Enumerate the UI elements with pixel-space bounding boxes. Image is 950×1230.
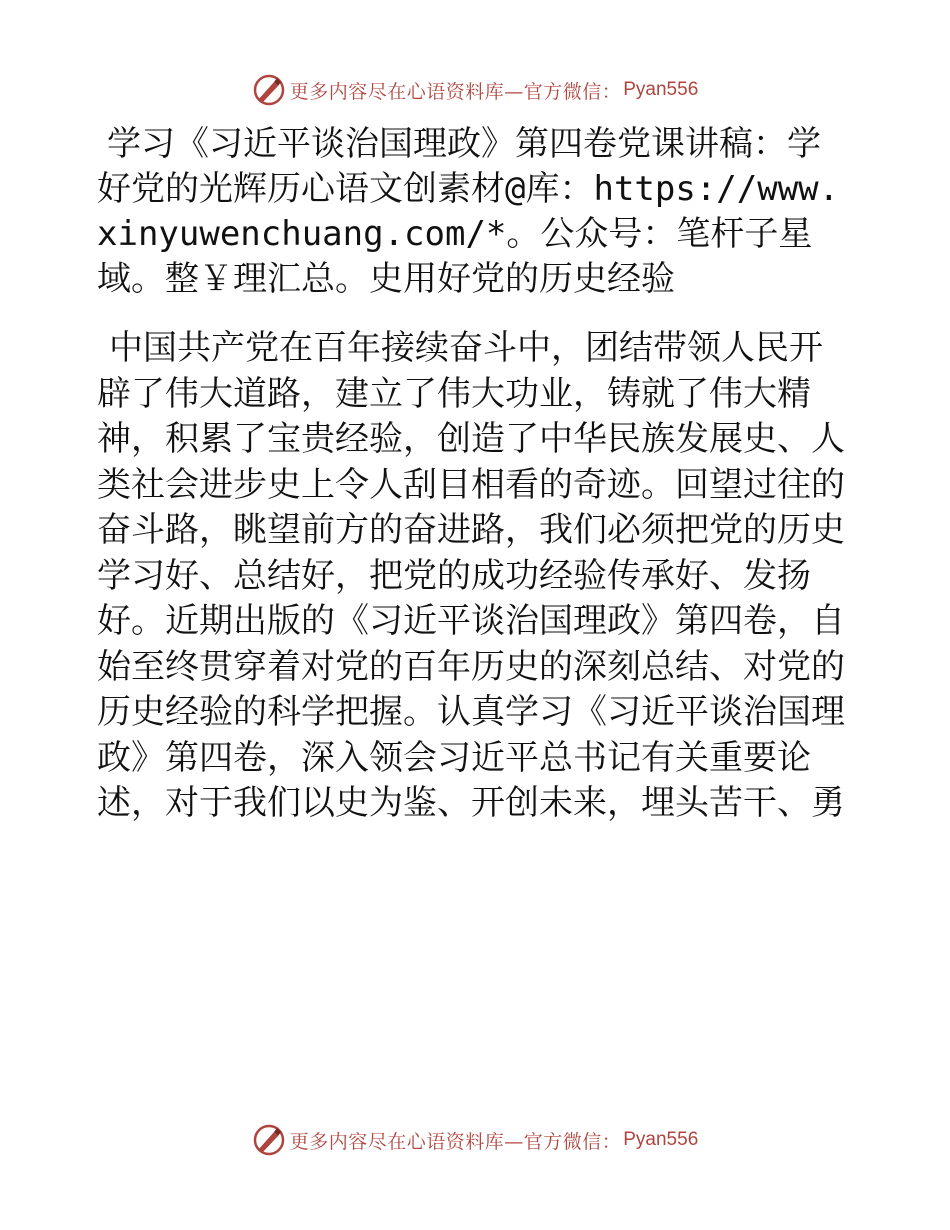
header-banner — [0, 70, 950, 110]
pen-logo-icon — [252, 1123, 286, 1157]
footer-wechat-id: Pyan556 — [623, 1129, 699, 1150]
pen-logo-icon — [252, 73, 286, 107]
document-body — [97, 122, 853, 827]
header-wechat-id: Pyan556 — [623, 79, 699, 100]
footer-banner-text: 更多内容尽在心语资料库—官方微信： — [289, 1130, 622, 1153]
footer-banner — [0, 1120, 950, 1160]
document-title: 学习《习近平谈治国理政》第四卷党课讲稿：学好党的光辉历心语文创素材@库：https://www.xinyuwenchuang.com/*。公众号：笔杆子星域。整￥理汇总。史用好党的历史经验 — [97, 124, 840, 299]
header-banner-text: 更多内容尽在心语资料库—官方微信： — [289, 80, 622, 103]
body-paragraph: 中国共产党在百年接续奋斗中，团结带领人民开辟了伟大道路，建立了伟大功业，铸就了伟大精神，积累了宝贵经验，创造了中华民族发展史、人类社会进步史上令人刮目相看的奇迹。回望过往的奋斗路，眺望前方的奋进路，我们必须把党的历史学习好、总结好，把党的成功经验传承好、发扬好。近期出版的《习近平谈治国理政》第四卷，自始至终贯穿着对党的百年历史的深刻总结、对党的历史经验的科学把握。认真学习《习近平谈治国理政》第四卷，深入领会习近平总书记有关重要论述，对于我们以史为鉴、开创未来，埋头苦干、勇 — [97, 328, 845, 823]
